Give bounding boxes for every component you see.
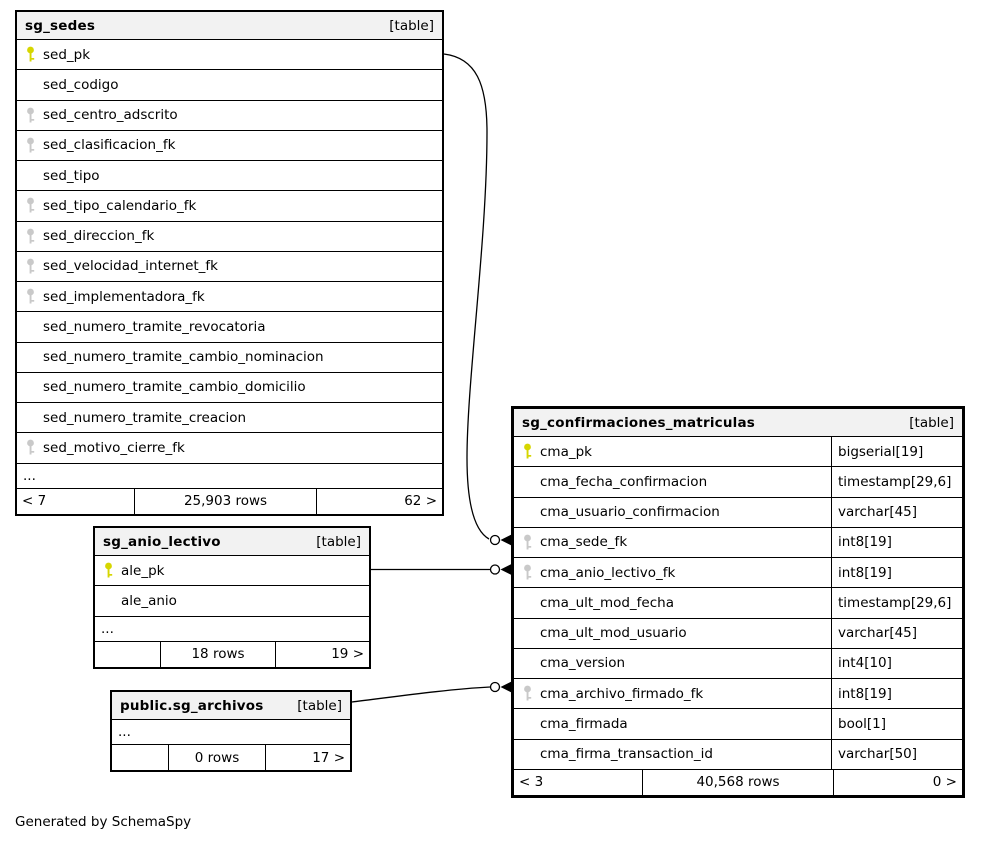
column-type: int8[19] <box>831 558 962 587</box>
relation-arrowhead <box>501 682 512 692</box>
column-name: ale_pk <box>121 562 165 579</box>
foreign-key-icon <box>23 288 37 305</box>
column-type: timestamp[29,6] <box>831 588 962 617</box>
column-name: cma_usuario_confirmacion <box>540 504 720 521</box>
table-stats-sg-confirmaciones-matriculas <box>514 770 962 795</box>
stats-children-count: 0 > <box>833 770 962 795</box>
foreign-key-icon <box>23 228 37 245</box>
no-key-spacer <box>23 76 37 93</box>
column-row-cma-archivo-firmado-fk <box>514 679 962 709</box>
column-name: cma_ult_mod_usuario <box>540 625 687 642</box>
primary-key-icon <box>23 46 37 63</box>
no-key-spacer <box>520 715 534 732</box>
table-header-public-sg-archivos[interactable] <box>112 692 350 720</box>
stats-parents-count <box>112 745 168 770</box>
foreign-key-icon <box>23 258 37 275</box>
no-key-spacer <box>520 473 534 490</box>
column-name: cma_pk <box>540 443 592 460</box>
column-row-ale-anio <box>95 586 369 616</box>
more-columns-ellipsis: ... <box>95 617 369 642</box>
column-name: cma_archivo_firmado_fk <box>540 685 704 702</box>
table-sg-confirmaciones-matriculas <box>511 406 965 798</box>
foreign-key-icon <box>520 564 534 581</box>
stats-children-count: 62 > <box>316 489 442 514</box>
table-tag: [table] <box>316 533 361 550</box>
stats-row-count: 40,568 rows <box>642 770 833 795</box>
primary-key-icon <box>101 562 115 579</box>
table-sg-anio-lectivo <box>93 526 371 669</box>
table-tag: [table] <box>297 697 342 714</box>
foreign-key-icon <box>520 534 534 551</box>
column-type: varchar[45] <box>831 619 962 648</box>
column-row-cma-ult-mod-fecha <box>514 588 962 618</box>
relation-sg-archivos-to-cma-archivo-firmado-fk <box>352 687 490 702</box>
table-title[interactable]: public.sg_archivos <box>120 697 264 714</box>
column-name: sed_velocidad_internet_fk <box>43 258 218 275</box>
column-type: int8[19] <box>831 528 962 557</box>
stats-parents-count: < 7 <box>22 493 47 509</box>
relation-endpoint-circle <box>491 536 500 545</box>
table-title[interactable]: sg_confirmaciones_matriculas <box>522 414 756 431</box>
column-row-cma-firmada <box>514 709 962 739</box>
relation-arrowhead <box>501 564 512 574</box>
table-header-sg-sedes[interactable] <box>17 12 442 40</box>
table-sg-sedes <box>15 10 444 516</box>
no-key-spacer <box>520 625 534 642</box>
table-stats-sg-anio-lectivo <box>95 642 369 667</box>
foreign-key-icon <box>23 107 37 124</box>
table-stats-sg-sedes <box>17 489 442 514</box>
column-row-cma-sede-fk <box>514 528 962 558</box>
column-row-sed-tipo-calendario-fk <box>17 191 442 221</box>
column-name: cma_fecha_confirmacion <box>540 473 708 490</box>
column-name: cma_ult_mod_fecha <box>540 594 674 611</box>
column-row-sed-numero-tramite-cambio-domicilio <box>17 373 442 403</box>
table-title[interactable]: sg_sedes <box>25 17 96 34</box>
column-name: sed_numero_tramite_revocatoria <box>43 318 266 335</box>
column-row-cma-usuario-confirmacion <box>514 498 962 528</box>
column-name: sed_codigo <box>43 76 119 93</box>
column-name: sed_numero_tramite_creacion <box>43 409 247 426</box>
stats-children-count: 17 > <box>265 745 350 770</box>
generator-note: Generated by SchemaSpy <box>15 814 192 830</box>
relation-endpoint-circle <box>491 565 500 574</box>
stats-row-count: 0 rows <box>168 745 265 770</box>
column-row-cma-fecha-confirmacion <box>514 467 962 497</box>
column-row-sed-numero-tramite-creacion <box>17 403 442 433</box>
more-columns-ellipsis: ... <box>112 720 350 745</box>
table-public-sg-archivos <box>110 690 352 772</box>
column-row-sed-clasificacion-fk <box>17 131 442 161</box>
stats-parents-count <box>95 642 160 667</box>
column-name: sed_tipo_calendario_fk <box>43 197 197 214</box>
column-row-sed-numero-tramite-cambio-nominacion <box>17 343 442 373</box>
column-name: sed_motivo_cierre_fk <box>43 439 185 456</box>
relation-endpoint-circle <box>491 683 500 692</box>
column-name: cma_version <box>540 655 626 672</box>
table-stats-public-sg-archivos <box>112 745 350 770</box>
no-key-spacer <box>101 592 115 609</box>
column-type: int4[10] <box>831 649 962 678</box>
column-name: sed_implementadora_fk <box>43 288 205 305</box>
no-key-spacer <box>23 409 37 426</box>
foreign-key-icon <box>23 197 37 214</box>
no-key-spacer <box>520 594 534 611</box>
column-row-ale-pk <box>95 556 369 586</box>
column-row-sed-tipo <box>17 161 442 191</box>
column-name: sed_pk <box>43 46 91 63</box>
table-tag: [table] <box>389 17 434 34</box>
column-type: varchar[45] <box>831 498 962 527</box>
column-name: ale_anio <box>121 592 177 609</box>
column-row-cma-ult-mod-usuario <box>514 619 962 649</box>
column-row-cma-firma-transaction-id <box>514 740 962 770</box>
foreign-key-icon <box>23 137 37 154</box>
column-name: sed_tipo <box>43 167 100 184</box>
relation-sed-pk-to-cma-sede-fk <box>444 54 489 539</box>
foreign-key-icon <box>520 685 534 702</box>
column-row-cma-anio-lectivo-fk <box>514 558 962 588</box>
no-key-spacer <box>23 349 37 366</box>
column-type: timestamp[29,6] <box>831 467 962 496</box>
column-row-sed-numero-tramite-revocatoria <box>17 312 442 342</box>
no-key-spacer <box>520 504 534 521</box>
column-row-sed-centro-adscrito <box>17 101 442 131</box>
primary-key-icon <box>520 443 534 460</box>
stats-parents-count: < 3 <box>519 774 544 791</box>
column-row-sed-velocidad-internet-fk <box>17 252 442 282</box>
no-key-spacer <box>520 746 534 763</box>
column-name: cma_anio_lectivo_fk <box>540 564 676 581</box>
table-header-sg-anio-lectivo[interactable] <box>95 528 369 556</box>
column-name: cma_firmada <box>540 715 628 732</box>
table-tag: [table] <box>909 414 954 431</box>
column-row-cma-version <box>514 649 962 679</box>
more-columns-ellipsis: ... <box>17 464 442 489</box>
stats-children-count: 19 > <box>275 642 369 667</box>
column-row-cma-pk <box>514 437 962 467</box>
column-type: bool[1] <box>831 709 962 738</box>
table-title[interactable]: sg_anio_lectivo <box>103 533 221 550</box>
column-type: bigserial[19] <box>831 437 962 466</box>
foreign-key-icon <box>23 439 37 456</box>
stats-row-count: 25,903 rows <box>134 489 316 514</box>
column-row-sed-codigo <box>17 70 442 100</box>
no-key-spacer <box>520 655 534 672</box>
no-key-spacer <box>23 379 37 396</box>
column-name: cma_sede_fk <box>540 534 628 551</box>
column-row-sed-pk <box>17 40 442 70</box>
column-row-sed-motivo-cierre-fk <box>17 433 442 463</box>
no-key-spacer <box>23 167 37 184</box>
relation-arrowhead <box>501 535 512 545</box>
table-header-sg-confirmaciones-matriculas[interactable] <box>514 409 962 437</box>
column-type: varchar[50] <box>831 740 962 769</box>
column-row-sed-implementadora-fk <box>17 282 442 312</box>
stats-row-count: 18 rows <box>160 642 275 667</box>
no-key-spacer <box>23 318 37 335</box>
column-name: sed_clasificacion_fk <box>43 137 176 154</box>
column-type: int8[19] <box>831 679 962 708</box>
column-name: cma_firma_transaction_id <box>540 746 713 763</box>
column-name: sed_direccion_fk <box>43 228 155 245</box>
column-name: sed_numero_tramite_cambio_domicilio <box>43 379 306 396</box>
column-name: sed_numero_tramite_cambio_nominacion <box>43 349 324 366</box>
column-row-sed-direccion-fk <box>17 222 442 252</box>
column-name: sed_centro_adscrito <box>43 107 178 124</box>
